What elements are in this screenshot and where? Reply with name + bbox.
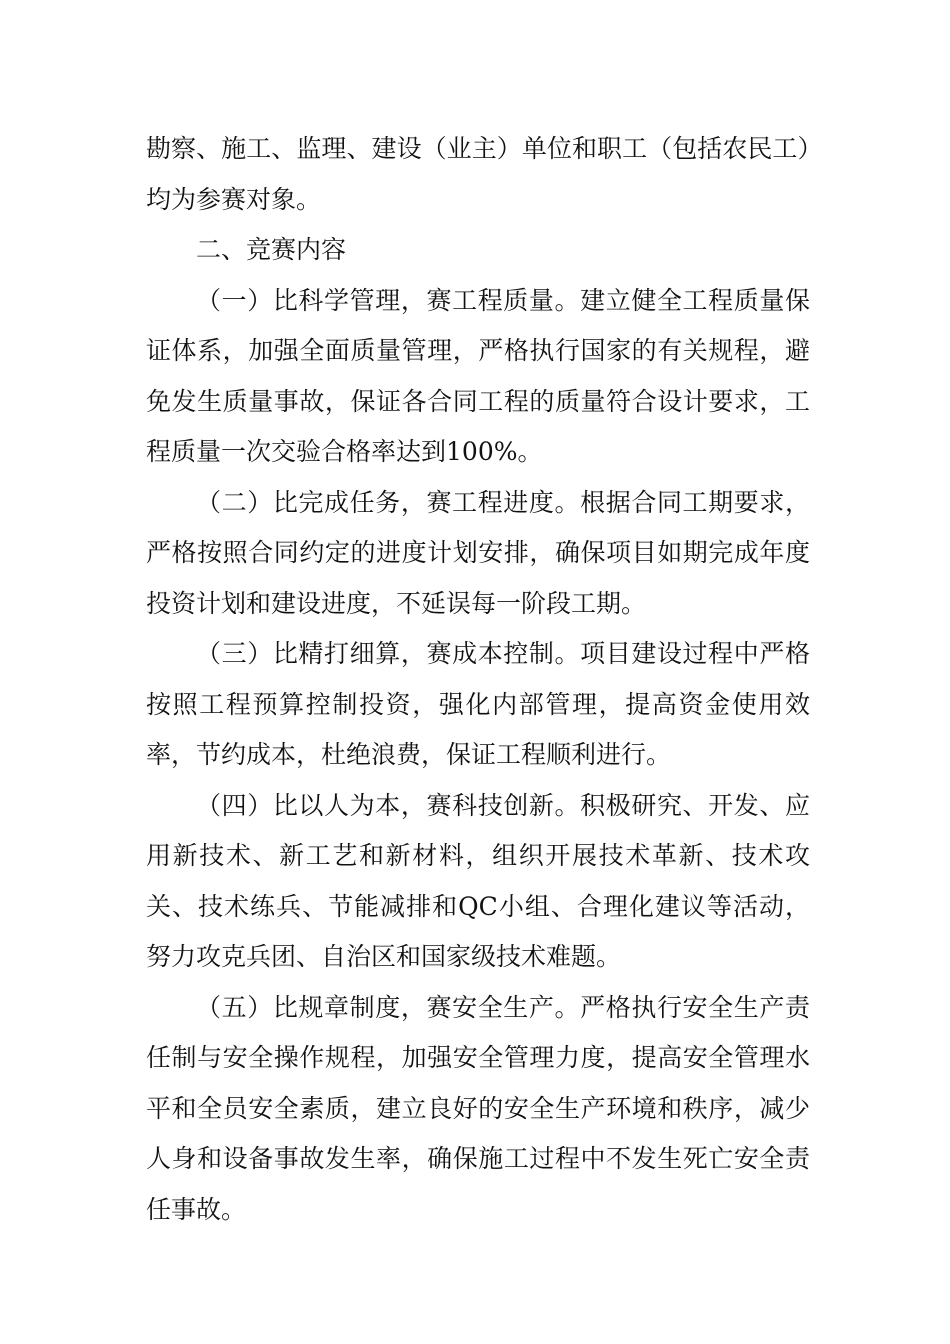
document-body [146,124,810,1235]
paragraph-item-3-cost: （三）比精打细算，赛成本控制。项目建设过程中严格按照工程预算控制投资，强化内部管理，提高资金使用效率，节约成本，杜绝浪费，保证工程顺利进行。 [146,639,810,769]
paragraph-participants: 勘察、施工、监理、建设（业主）单位和职工（包括农民工）均为参赛对象。 [146,134,810,214]
paragraph-item-5-safety: （五）比规章制度，赛安全生产。严格执行安全生产责任制与安全操作规程，加强安全管理力度，提高安全管理水平和全员安全素质，建立良好的安全生产环境和秩序，减少人身和设备事故发生率，确保施工过程中不发生死亡安全责任事故。 [146,992,810,1224]
paragraph-item-2-progress: （二）比完成任务，赛工程进度。根据合同工期要求，严格按照合同约定的进度计划安排，确保项目如期完成年度投资计划和建设进度，不延误每一阶段工期。 [146,487,810,618]
section-heading-competition-content: 二、竞赛内容 [196,235,347,264]
paragraph-item-1-quality: （一）比科学管理，赛工程质量。建立健全工程质量保证体系，加强全面质量管理，严格执行国家的有关规程，避免发生质量事故，保证各合同工程的质量符合设计要求，工程质量一次交验合格率达到100%。 [146,285,810,466]
paragraph-item-4-innovation: （四）比以人为本，赛科技创新。积极研究、开发、应用新技术、新工艺和新材料，组织开展技术革新、技术攻关、技术练兵、节能减排和QC小组、合理化建议等活动，努力攻克兵团、自治区和国家级技术难题。 [146,790,810,971]
